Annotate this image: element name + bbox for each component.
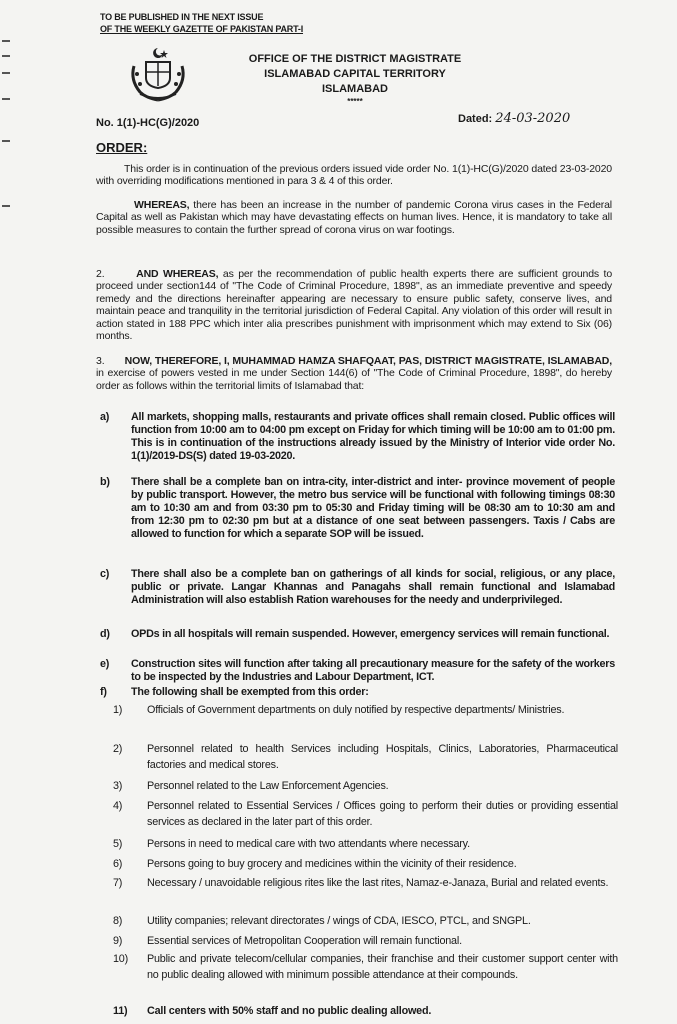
exemption-text: Essential services of Metropolitan Cooperation will remain functional.	[147, 935, 462, 947]
exemption-item	[113, 837, 618, 853]
exemption-text: Personnel related to health Services including Hospitals, Clinics, Laboratories, Pharmaceutical factories and medical stores.	[147, 743, 618, 771]
directive-item	[100, 686, 615, 699]
exemption-text: Officials of Government departments on duly notified by respective departments/ Ministries.	[147, 704, 565, 716]
whereas-lead: WHEREAS,	[134, 199, 190, 211]
office-line-1: OFFICE OF THE DISTRICT MAGISTRATE	[248, 53, 462, 65]
dated-label: Dated:	[458, 113, 493, 125]
para2-text: as per the recommendation of public health experts there are sufficient grounds to proceed under section144 of "The Code of Criminal Procedure, 1898", as an immediate preventive and speedy remedy and the directions hereinafter appearing are necessary to ensure public safety, conserve lives, and maintain peace and tranquility in the territorial jurisdiction of Federal Capital. Any violation of this order will result in action stated in 188 PPC which inter alia prescribes punishment with imprisonment which may extend to Six (06) months.	[96, 268, 613, 343]
directive-label: e)	[100, 658, 110, 670]
exemption-text: Utility companies; relevant directorates / wings of CDA, IESCO, PTCL, and SNGPL.	[147, 915, 531, 927]
para2-number: 2.	[96, 268, 105, 280]
dated-value: 24-03-2020	[495, 111, 571, 126]
pakistan-emblem-icon	[128, 46, 188, 104]
exemption-label: 7)	[113, 877, 123, 889]
para3-number: 3.	[96, 355, 105, 367]
directive-label: d)	[100, 628, 110, 640]
exemption-item	[113, 779, 618, 795]
exemption-item	[113, 857, 618, 873]
paragraph-2	[96, 268, 612, 342]
whereas-text: there has been an increase in the number of pandemic Corona virus cases in the Federal Capital as well as Pakistan which may have devastating effects on human lives. Hence, it is mandatory to take all possible measures to contain the further spread of corona virus on war footings.	[96, 199, 612, 236]
directive-text: There shall be a complete ban on intra-city, inter-district and inter- province movement of people by public transport. However, the metro bus service will be functional with following timings 08:30 am to 10:30 am and from 03:30 pm to 05:30 and Friday timing will be 08:30 am to 10:30 am and from 12:30 pm to 02:30 pm but at a distance of one seat between passengers. Taxis / Cabs are allowed to function for which a separate SOP will be issued.	[131, 476, 615, 540]
exemption-item	[113, 876, 618, 892]
reference-number: No. 1(1)-HC(G)/2020	[96, 117, 200, 129]
exemption-text: Persons going to buy grocery and medicines within the vicinity of their residence.	[147, 858, 517, 870]
directive-text: Construction sites will function after taking all precautionary measure for the safety of the workers to be inspected by the Industries and Labour Department, ICT.	[131, 658, 615, 683]
paragraph-3	[96, 355, 612, 392]
directive-text: All markets, shopping malls, restaurants and private offices shall remain closed. Public offices will function from 10:00 am to 04:00 pm except on Friday for which timing will be 10:00 am to 01:00 pm. This is in continuation of the instructions already issued by the Ministry of Interior vide order No. 1(1)/2019-DS(S) dated 19-03-2020.	[131, 411, 615, 462]
directive-item	[100, 411, 615, 463]
directive-item	[100, 628, 615, 641]
exemption-item	[113, 703, 618, 719]
exemption-text: Public and private telecom/cellular companies, their franchise and their customer support center with no public dealing allowed with minimum possible attendance at their compounds.	[147, 953, 618, 981]
whereas-paragraph	[96, 199, 612, 236]
directive-item	[100, 658, 615, 684]
exemption-label: 9)	[113, 935, 123, 947]
intro-paragraph: This order is in continuation of the previous orders issued vide order No. 1(1)-HC(G)/2020 dated 23-03-2020 with overriding modifications mentioned in para 3 & 4 of this order.	[96, 163, 612, 188]
para2-lead: AND WHEREAS,	[136, 268, 219, 280]
exemption-label: 11)	[113, 1005, 128, 1017]
para3-text: in exercise of powers vested in me under Section 144(6) of "The Code of Criminal Procedure, 1898", do hereby order as follows within the territorial limits of Islamabad that:	[96, 367, 612, 392]
exemption-text: Personnel related to Essential Services / Offices going to perform their duties or providing essential services as declared in the later part of this order.	[147, 800, 618, 828]
exemption-item	[113, 952, 618, 983]
directive-label: a)	[100, 411, 110, 423]
exemption-label: 3)	[113, 780, 123, 792]
para3-lead: NOW, THEREFORE, I, MUHAMMAD HAMZA SHAFQAAT, PAS, DISTRICT MAGISTRATE, ISLAMABAD,	[124, 355, 613, 367]
exemption-text: Personnel related to the Law Enforcement Agencies.	[147, 780, 389, 792]
directive-label: b)	[100, 476, 110, 488]
exemption-item	[113, 1004, 618, 1020]
exemption-text: Persons in need to medical care with two attendants where necessary.	[147, 838, 470, 850]
exemption-item	[113, 742, 618, 773]
date-line	[458, 111, 570, 126]
exemption-text: Necessary / unavoidable religious rites like the last rites, Namaz-e-Janaza, Burial and related events.	[147, 877, 609, 889]
directive-item	[100, 568, 615, 607]
office-line-3: ISLAMABAD	[322, 83, 388, 95]
directive-text: The following shall be exempted from this order:	[131, 686, 369, 698]
order-title: ORDER:	[96, 140, 148, 155]
exemption-text: Call centers with 50% staff and no public dealing allowed.	[147, 1005, 432, 1017]
directive-text: OPDs in all hospitals will remain suspended. However, emergency services will remain functional.	[131, 628, 610, 640]
exemption-label: 4)	[113, 800, 123, 812]
publish-note-line2: OF THE WEEKLY GAZETTE OF PAKISTAN PART-I	[100, 24, 304, 34]
office-line-2: ISLAMABAD CAPITAL TERRITORY	[264, 68, 446, 80]
directive-item	[100, 476, 615, 541]
exemption-item	[113, 934, 618, 950]
exemption-label: 8)	[113, 915, 123, 927]
exemption-item	[113, 799, 618, 830]
exemption-label: 1)	[113, 704, 123, 716]
directive-text: There shall also be a complete ban on gatherings of all kinds for social, religious, or any place, public or private. Langar Khannas and Panagahs shall remain functional and Islamabad Administration will also establish Ration warehouses for the needy and underprivileged.	[131, 568, 615, 606]
exemption-item	[113, 914, 618, 930]
margin-marks	[0, 0, 16, 1024]
exemption-label: 5)	[113, 838, 123, 850]
office-title	[225, 52, 485, 107]
directive-label: c)	[100, 568, 110, 580]
publish-note-line1: TO BE PUBLISHED IN THE NEXT ISSUE	[100, 12, 264, 22]
directive-label: f)	[100, 686, 107, 698]
office-stars: *****	[347, 97, 363, 106]
exemption-label: 2)	[113, 743, 123, 755]
exemption-label: 6)	[113, 858, 123, 870]
exemption-label: 10)	[113, 953, 129, 965]
